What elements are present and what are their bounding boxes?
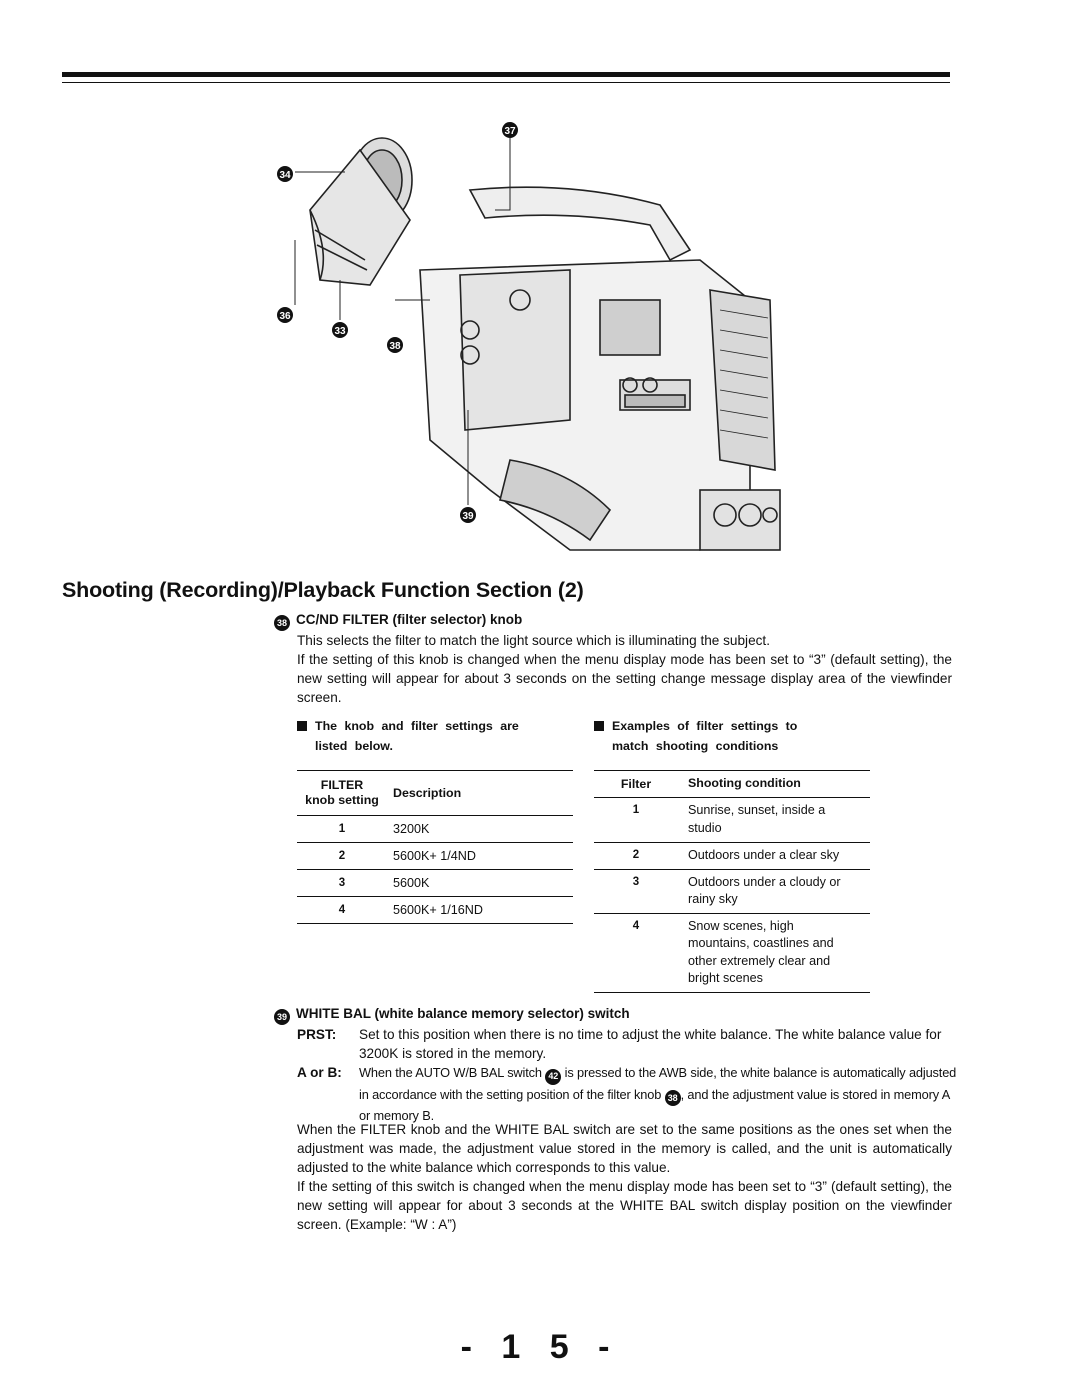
- callout-36: [277, 307, 293, 323]
- table-row: 4 5600K+ 1/16ND: [297, 897, 573, 924]
- callout-33: [332, 322, 348, 338]
- page-number: - 1 5 -: [460, 1328, 620, 1366]
- bullet-square-icon: [594, 721, 604, 731]
- item-39-number-badge: 39: [274, 1009, 290, 1025]
- svg-text:36: 36: [279, 311, 291, 322]
- table1-caption-line1: The knob and filter settings are: [315, 719, 519, 733]
- item-39-title-text: WHITE BAL (white balance memory selector) switch: [296, 1006, 630, 1021]
- callout-37: [502, 122, 518, 138]
- table-row: 1 Sunrise, sunset, inside a studio: [594, 798, 870, 843]
- a-or-b-label: A or B:: [297, 1065, 342, 1080]
- callout-34: [277, 166, 293, 182]
- svg-text:38: 38: [389, 341, 401, 352]
- table-row: 4 Snow scenes, high mountains, coastlines and other extremely clear and bright scenes: [594, 914, 870, 993]
- svg-text:39: 39: [462, 511, 474, 522]
- table-row: 2 Outdoors under a clear sky: [594, 843, 870, 870]
- item-38-description: [297, 631, 952, 707]
- bullet-square-icon: [297, 721, 307, 731]
- camera-illustration: [270, 110, 800, 570]
- ref-38-badge: 38: [665, 1090, 681, 1106]
- table2-caption: [594, 717, 797, 756]
- table1-caption-line2: listed below.: [315, 738, 393, 753]
- top-rule-thin: [62, 82, 950, 83]
- prst-entry: [297, 1025, 957, 1063]
- table2-caption-line2: match shooting conditions: [612, 738, 779, 753]
- table-header-row: [297, 771, 573, 816]
- top-rule-thick: [62, 72, 950, 77]
- svg-text:34: 34: [279, 170, 291, 181]
- prst-label: PRST:: [297, 1027, 337, 1042]
- item-39-para-2: If the setting of this switch is changed when the menu display mode has been set to “3” (default setting), the new setting will appear for about 3 seconds at the WHITE BAL switch display position on the viewfinder screen. (Example: “W : A”): [297, 1179, 952, 1232]
- a-or-b-entry: [297, 1063, 957, 1125]
- column-header-filter-knob: FILTER knob setting: [305, 778, 379, 807]
- table-row: 2 5600K+ 1/4ND: [297, 843, 573, 870]
- column-header-filter: Filter: [620, 777, 652, 791]
- filter-settings-table: [297, 770, 573, 924]
- table-header-row: [594, 770, 870, 798]
- column-header-description: Description: [393, 786, 462, 800]
- section-heading: Shooting (Recording)/Playback Function Section (2): [62, 578, 584, 602]
- white-bal-positions: [297, 1025, 957, 1125]
- item-39-title: [274, 1006, 630, 1025]
- a-or-b-text: When the AUTO W/B BAL switch 42 is pressed to the AWB side, the white balance is automatically adjusted in accordance with the setting position of the filter knob 38 , and the adjustment value is stored in memory A or memory B.: [359, 1065, 957, 1123]
- table-row: 3 5600K: [297, 870, 573, 897]
- item-39-para-1: When the FILTER knob and the WHITE BAL switch are set to the same positions as the ones set when the adjustment was made, the adjustment value stored in the memory is called, and the unit is automatically adjusted to the white balance which corresponds to this value.: [297, 1122, 952, 1175]
- item-38-title-text: CC/ND FILTER (filter selector) knob: [296, 612, 523, 627]
- shooting-conditions-table: [594, 770, 870, 993]
- table2-caption-line1: Examples of filter settings to: [612, 719, 798, 733]
- callout-39: [460, 507, 476, 523]
- table-row: 3 Outdoors under a cloudy or rainy sky: [594, 870, 870, 914]
- ref-42-badge: 42: [545, 1069, 561, 1085]
- item-38-para-2: If the setting of this knob is changed when the menu display mode has been set to “3” (default setting), the new setting will appear for about 3 seconds on the setting change message display area of the viewfinder screen.: [297, 652, 952, 705]
- item-38-para-1: This selects the filter to match the light source which is illuminating the subject.: [297, 633, 770, 648]
- svg-text:33: 33: [334, 326, 346, 337]
- callout-38: [387, 337, 403, 353]
- item-38-title: [274, 612, 522, 631]
- table-row: 1 3200K: [297, 816, 573, 843]
- item-39-description: [297, 1120, 952, 1234]
- item-38-number-badge: 38: [274, 615, 290, 631]
- table1-caption: [297, 717, 519, 756]
- column-header-shooting-condition: Shooting condition: [688, 776, 801, 791]
- svg-text:37: 37: [504, 126, 516, 137]
- prst-text: Set to this position when there is no time to adjust the white balance. The white balance value for 3200K is stored in the memory.: [359, 1027, 942, 1061]
